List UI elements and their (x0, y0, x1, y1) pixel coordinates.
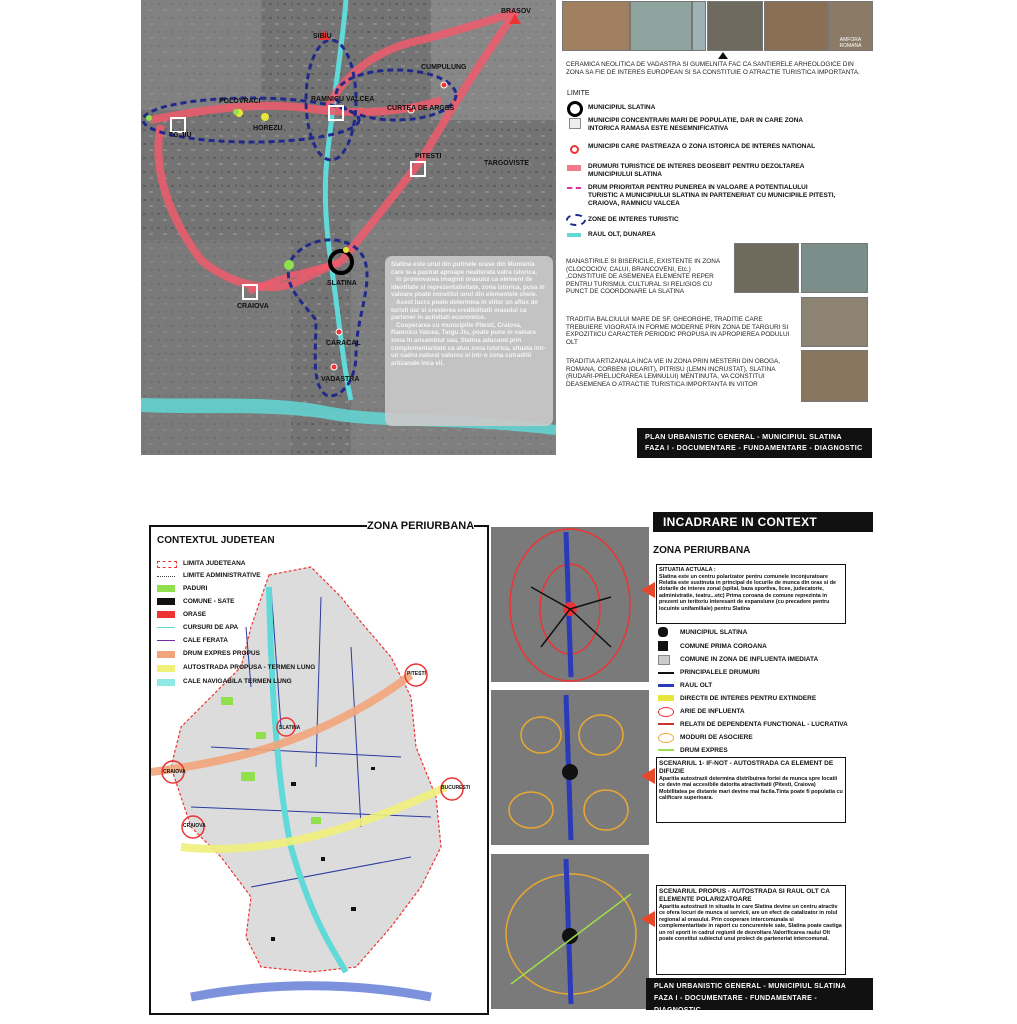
paduri-icon (157, 585, 175, 592)
situatia-callout-text: Slatina este un centru polarizator pentru comunele inconjuratoare Relatia este sustinuta in principal de locurile de munca din oras si de dotarile de interes zonal (spital, baza sportiva, licee, judecatorie, administratie, teatru...etc) Prima coroana de comune reprezinta in prezent un teritoriu interesant de expansiune (cu precadere pentru locuinte unifamiliale) pentru Slatina (659, 573, 837, 612)
ceramic-photo-4[interactable] (707, 1, 763, 51)
info-textbox (385, 256, 553, 426)
slatina-ring-icon (567, 101, 583, 117)
relatii-icon (658, 723, 674, 725)
periurban-legend-item-7: RELATII DE DEPENDENTA FUNCTIONAL - LUCRATIVA (680, 721, 848, 728)
limite-admin-icon (157, 576, 175, 577)
orase-icon (157, 611, 175, 618)
manastiri-note: MANASTIRILE SI BISERICILE, EXISTENTE IN ZONA (CLOCOCIOV, CALUI, BRANCOVENI, Etc.) ,CONSTITUIE DE ASEMENEA ELEMENTE REPER PENTRU TURISMUL CULTURAL SI RELIGIOS CU PUNCT DE COORDONARE LA SLATINA (566, 258, 720, 296)
city-label-tgjiu: TG.JIU (169, 132, 192, 139)
city-label-brasov: BRASOV (501, 8, 531, 15)
moduri-asociere-icon (658, 733, 674, 743)
periurban-legend-item-6: ARIE DE INFLUENTA (680, 708, 745, 715)
top-footer-line-2: FAZA I - DOCUMENTARE - FUNDAMENTARE - DIAGNOSTIC (645, 443, 863, 452)
legend-item-3: DRUMURI TURISTICE DE INTERES DEOSEBIT PENTRU DEZOLTAREA MUNICIPIULUI SLATINA (588, 163, 805, 178)
city-label-horezu: HOREZU (253, 125, 283, 132)
municipiu-icon (658, 627, 668, 637)
scenariul-1-callout (656, 757, 846, 823)
zona-periurbana-right-label: ZONA PERIURBANA (653, 545, 751, 556)
legend-item-0: MUNICIPIUL SLATINA (588, 104, 656, 111)
bottom-city-craiova-2: CRAIOVA (183, 823, 206, 829)
zone-icon (566, 214, 586, 226)
drum-expres-2-icon (658, 749, 674, 751)
city-label-craiova: CRAIOVA (237, 303, 269, 310)
top-footer-bar (637, 428, 872, 458)
periurban-legend-item-1: COMUNE PRIMA COROANA (680, 643, 767, 650)
pointer-triangle-icon (718, 52, 728, 59)
arrow-3-icon (641, 911, 655, 927)
info-textbox-text: Slatina este unul din putinele orase din Muntenia care si-a pastrat aproape nealterata vatra istorica. In promovarea imaginii orasului ca element de identitate si reprezentativitate, zona istorica, pusa in valoare poate constitui unul din elementele cheie. Acest lucru poate determina in viitor un aflux de turisti dar si cresterea credibilitatii orasului ca partener in activitati economice. Cooperarea cu municipiile Pitesti, Craiova, Ramnicu Valcea, Targu Jiu, poate pune in valoare zona in ansamblul sau, Slatina aducand prin complementaritate ca atuu zona istorica, situata intr-un cadru natural valoros si intr-o zona cutraditii artizanale inca vii. (391, 261, 547, 367)
periurban-legend-item-9: DRUM EXPRES (680, 747, 728, 754)
county-legend-item-6: CALE FERATA (183, 637, 228, 644)
square-icon (569, 118, 581, 129)
raul-olt-icon (658, 684, 674, 687)
legend-item-1: MUNICIPII CONCENTRARI MARI DE POPULATIE, DAR IN CARE ZONA INTORICA RAMASA ESTE NESEMNIFICATIVA (588, 117, 803, 132)
periurban-legend-item-0: MUNICIPIUL SLATINA (680, 629, 748, 636)
county-legend-item-8: AUTOSTRADA PROPUSA - TERMEN LUNG (183, 664, 316, 671)
limita-judeteana-icon (157, 561, 177, 568)
contextul-title: CONTEXTUL JUDETEAN (157, 535, 275, 546)
drum-expres-icon (157, 651, 175, 658)
periurban-map-1[interactable] (491, 527, 649, 682)
county-legend (157, 557, 357, 685)
periurban-legend-item-4: RAUL OLT (680, 682, 713, 689)
county-legend-item-5: CURSURI DE APA (183, 624, 239, 631)
river-icon (567, 233, 581, 237)
artizanala-photo[interactable] (801, 350, 868, 402)
zona-influenta-icon (658, 655, 670, 665)
ceramica-note: CERAMICA NEOLITICA DE VADASTRA SI GUMELNITA FAC CA SANTIERELE ARHEOLOGICE DIN ZONA SA FIE DE INTERES EUROPEAN SI SA CONSTITUIE O ATRACTIE TURISTICA IMPORTANTA. (566, 61, 860, 76)
city-label-vadastra: VADASTRA (321, 376, 360, 383)
city-label-sibiu: SIBIU (313, 33, 332, 40)
scenariul-1-text: Aparitia autostrazii determina distribuirea fortei de munca spre locatii ce devin mai accesibile datorita atractivitatii (Pitesti, Craiova) Mobilitatea pe distante mari devine mai facila.Tinta poate fi populatia cu calificare superioara. (659, 776, 843, 802)
county-legend-item-3: COMUNE - SATE (183, 598, 235, 605)
periurban-legend-item-3: PRINCIPALELE DRUMURI (680, 669, 760, 676)
periurban-legend-item-2: COMUNE IN ZONA DE INFLUENTA IMEDIATA (680, 656, 819, 663)
comune-icon (157, 598, 175, 605)
periurban-legend-item-5: DIRECTII DE INTERES PENTRU EXTINDERE (680, 695, 817, 702)
manastiri-photo-2[interactable] (801, 243, 868, 293)
periurban-legend (656, 627, 866, 757)
incadrare-title-bar: INCADRARE IN CONTEXT (653, 512, 873, 532)
directii-icon (658, 695, 674, 701)
bottom-city-craiova-1: CRAIOVA (163, 769, 186, 775)
county-legend-item-9: CALE NAVIGABILA TERMEN LUNG (183, 678, 292, 685)
legend-item-5: ZONE DE INTERES TURISTIC (588, 216, 679, 223)
periurban-legend-item-8: MODURI DE ASOCIERE (680, 734, 753, 741)
scenariul-propus-callout (656, 885, 846, 975)
legend-item-2: MUNICIPII CARE PASTREAZA O ZONA ISTORICA DE INTERES NATIONAL (588, 143, 816, 150)
aerial-map[interactable] (141, 0, 556, 455)
legend-title: LIMITE (567, 90, 590, 97)
city-label-slatina: SLATINA (327, 280, 357, 287)
county-legend-item-7: DRUM EXPRES PROPUS (183, 650, 260, 657)
city-label-cumpulung: CUMPULUNG (421, 64, 467, 71)
balci-photo[interactable] (801, 297, 868, 347)
periurban-map-3[interactable] (491, 854, 649, 1009)
county-legend-item-2: PADURI (183, 585, 208, 592)
scenariul-propus-title: SCENARIUL PROPUS - AUTOSTRADA SI RAUL OLT CA ELEMENTE POLARIZATOARE (659, 888, 830, 903)
scenariul-1-title: SCENARIUL 1- IF-NOT - AUTOSTRADA CA ELEMENT DE DIFUZIE (659, 760, 834, 775)
county-map-frame[interactable] (149, 525, 489, 1015)
zona-periurbana-top-label: ZONA PERIURBANA (367, 520, 475, 532)
periurban-map-2-svg (491, 690, 649, 845)
prima-coroana-icon (658, 641, 668, 651)
city-label-caracal: CARACAL (326, 340, 361, 347)
periurban-map-1-svg (491, 527, 649, 682)
situatia-callout-title: SITUATIA ACTUALA : (659, 567, 716, 573)
bottom-city-slatina: SLATINA (279, 725, 301, 731)
cale-navigabila-icon (157, 679, 175, 686)
county-legend-item-0: LIMITA JUDETEANA (183, 560, 246, 567)
arie-influenta-icon (658, 707, 674, 717)
periurban-map-2[interactable] (491, 690, 649, 845)
bottom-city-bucuresti: BUCURESTI (441, 785, 471, 791)
amfora-photo[interactable] (828, 1, 873, 51)
bottom-footer-bar (646, 978, 873, 1014)
city-label-polovraci: POLOVRACI (219, 98, 261, 105)
periurban-map-3-svg (491, 854, 649, 1009)
manastiri-photo-1[interactable] (734, 243, 799, 293)
drumuri-icon (658, 672, 674, 674)
county-legend-item-4: ORASE (183, 611, 207, 618)
ceramic-photo-2[interactable] (630, 1, 692, 51)
artizanala-note: TRADITIA ARTIZANALA INCA VIE IN ZONA PRIN MESTERII DIN OBOGA, ROMANA, CORBENI (OLARIT), PITRISU (LEMN INCRUSTAT), SLATINA (RUDARI-PRELUCRAREA LEMNULUI) MENTINUTA, VA CONSTITUI DEASEMENEA O ATRACTIE TURISTICA IMPORTANTA IN VIITOR (566, 358, 781, 388)
amfora-caption: AMFORA ROMANA (839, 37, 862, 49)
county-legend-item-1: LIMITE ADMINISTRATIVE (183, 572, 261, 579)
bottom-footer-line-2: FAZA I - DOCUMENTARE - FUNDAMENTARE - DIAGNOSTIC (654, 995, 818, 1014)
top-panel (141, 0, 876, 460)
bottom-panel (141, 512, 876, 1022)
ceramic-photo-1[interactable] (562, 1, 630, 51)
situatia-callout (656, 564, 846, 624)
arrow-1-icon (641, 582, 655, 598)
top-legend (564, 88, 874, 243)
city-label-curtea: CURTEA DE ARGES (387, 105, 455, 112)
bottom-city-pitesti: PITESTI (407, 671, 426, 677)
legend-item-6: RAUL OLT, DUNAREA (588, 231, 656, 238)
cursuri-apa-icon (157, 627, 175, 628)
city-label-ramnicu: RAMNICU VALCEA (311, 96, 375, 103)
balci-note: TRADITIA BALCIULUI MARE DE SF. GHEORGHE, TRADITIE CARE TREBUIERE VIGORATA IN FORME MODERNE PRIN ZONA DE TARGURI SI EXPOZITIICU CARACTER PERIODIC PROPUSA IN APROPIEREA PODULUI OLT (566, 316, 790, 346)
pink-road-icon (567, 165, 581, 171)
priority-road-icon (567, 187, 581, 189)
autostrada-icon (157, 665, 175, 672)
red-dot-icon (570, 145, 579, 154)
ceramic-photo-3[interactable] (692, 1, 706, 51)
city-label-targoviste: TARGOVISTE (484, 160, 529, 167)
ceramic-photo-5[interactable] (764, 1, 828, 51)
top-footer-line-1: PLAN URBANISTIC GENERAL - MUNICIPIUL SLATINA (645, 432, 842, 441)
scenariul-propus-text: Aparitia autostrazii in situatia in care Slatina devine un centru atractiv ce ofera locuri de munca si servicii, are un efect de catalizator in rolul regional al orasului. Prin cooperare intercomunala si complementaritate in raport cu concurentele sale, Slatina poate castiga un rol sporit in cadrul regiunii de dezvoltare.Valorificarea raului Olt poate constitui subiectul unui proiect de parteneriat intercomunal. (659, 904, 842, 943)
city-label-pitesti: PITESTI (415, 153, 442, 160)
legend-item-4: DRUM PRIORITAR PENTRU PUNEREA IN VALOARE A POTENTIALULUI TURISTIC A MUNICIPIULUI SLATINA IN PARTENERIAT CU MUNICIPIILE PITESTI, CRAIOVA, RAMNICU VALCEA (588, 184, 836, 207)
cale-ferata-icon (157, 640, 175, 641)
bottom-footer-line-1: PLAN URBANISTIC GENERAL - MUNICIPIUL SLATINA (654, 983, 847, 990)
arrow-2-icon (641, 768, 655, 784)
